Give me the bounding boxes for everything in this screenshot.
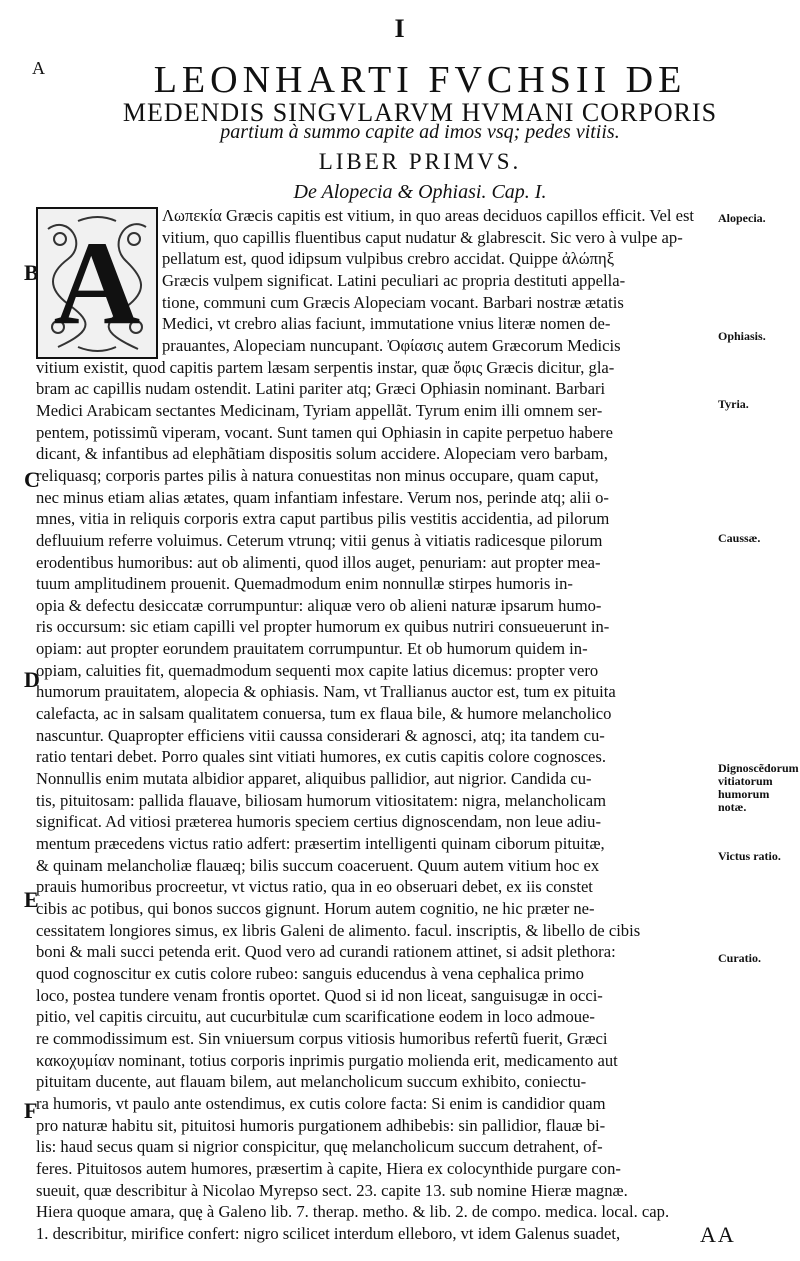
body-line: re commodissimum est. Sin vniuersum corpus vitiosis humoribus refertũ fuerit, Græci (36, 1028, 608, 1048)
body-line: mnes, vitia in reliquis corporis extra caput partibus pilis vestitis accidentia, ad pilorum (36, 509, 610, 529)
initial-letter: A (53, 216, 141, 349)
body-line: pituitam ducente, aut flauam bilem, aut melancholicum succum exhibito, coniectu- (36, 1072, 587, 1092)
body-line: opiam: aut propter eorundem prauitatem corrumpuntur. Et ob humorum quidem in- (36, 639, 588, 659)
body-line: ris occursum: sic etiam capilli vel propter humorum ex quibus nutriri consueuerunt in- (36, 617, 610, 637)
body-line: defluuium referre voluimus. Ceterum vtrunq; vitii genus à vitiatis radicesque pilorum (36, 530, 603, 550)
margin-note-alopecia: Alopecia. (718, 211, 766, 225)
margin-note-curatio: Curatio. (718, 951, 761, 965)
body-line: tione, communi cum Græcis Alopeciam vocant. Barbari nostræ ætatis (162, 292, 624, 312)
body-line: nec minus etiam alias ætates, quam infantiam infestare. Verum nos, perinde atq; alii o- (36, 487, 609, 507)
body-line: Hiera quoque amara, quę à Galeno lib. 7. therap. metho. & lib. 2. de compo. medica. local. cap. (36, 1202, 670, 1222)
book-heading: LIBER PRIMVS. (318, 149, 522, 174)
body-line: bram ac capillis nudam ostendit. Latini pariter atq; Græci Ophiasin nominant. Barbari (36, 379, 606, 399)
body-line: cessitatem longiores simus, ex libris Galeni de alimento. facul. inscriptis, & libello de cibis (36, 920, 641, 940)
body-line: Græcis vulpem significat. Latini peculiari ac propria destituti appella- (162, 270, 626, 290)
margin-note-tyria: Tyria. (718, 397, 749, 411)
body-line: κακοχυμίαν nominant, totius corporis inprimis purgatio molienda erit, medicamento aut (36, 1050, 618, 1070)
body-line: vitium, quo capillis fluentibus caput nudatur & glabrescit. Sic vero à vulpe ap- (162, 227, 683, 247)
margin-note-caussae: Caussæ. (718, 531, 761, 545)
section-letter-c: C (24, 467, 40, 492)
body-line: 1. describitur, mirifice confert: nigro scilicet interdum elleboro, vt idem Galenus suadet, (36, 1223, 621, 1243)
body-line: reliquasq; corporis partes pilis à natura conuestitas non minus occupare, quam caput, (36, 465, 599, 485)
body-line: mentum præcedens victus ratio adfert: præsertim intelligenti quinam ciborum pituitæ, (36, 834, 605, 854)
body-line: pellatum est, quod idipsum vulpibus crebro accidat. Quippe ἀλώπηξ (162, 249, 615, 269)
body-line: humorum prauitatem, alopecia & ophiasis. Nam, vt Trallianus auctor est, tum ex pituita (36, 682, 616, 702)
body-line: pentem, potissimũ viperam, vocant. Sunt tamen qui Ophiasin in capite perpetuo habere (36, 422, 613, 442)
body-line: Medici Arabicam sectantes Medicinam, Tyriam appellãt. Tyrum enim illi omnem ser- (36, 400, 603, 420)
title-line-3: partium à summo capite ad imos vsq; pedes vitiis. (220, 121, 620, 143)
body-line: Nonnullis enim mutata albidior apparet, aliquibus pallidior, aut nigrior. Candida cu- (36, 769, 592, 789)
body-line: lis: haud secus quam si nigrior conspicitur, quę melancholicum succum detrahent, of- (36, 1137, 603, 1157)
margin-note-victus-ratio: Victus ratio. (718, 849, 781, 863)
section-letter-e: E (24, 887, 39, 912)
body-text (36, 205, 712, 1245)
chapter-heading: De Alopecia & Ophiasi. Cap. I. (293, 181, 547, 203)
page-number: I (394, 14, 406, 43)
body-line: vitium existit, quod capitis partem læsam serpentis instar, quæ ὄφις Græcis dicitur, gla- (36, 357, 615, 377)
body-line: tis, pituitosam: pallida flauave, biliosam humorum vitiositatem: nigra, melancholicam (36, 790, 607, 810)
catchword: AA (700, 1222, 736, 1247)
body-line: & quinam melancholiæ flauæq; bilis succum coaceruent. Quum autem vitium hoc ex (36, 855, 600, 875)
title-line-2: MEDENDIS SINGVLARVM HVMANI CORPORIS (122, 98, 718, 127)
section-letter-d: D (24, 667, 40, 692)
signature-mark: A (32, 58, 45, 78)
body-line: calefacta, ac in salsam qualitatem conuersa, tum ex flaua bile, & humore melancholico (36, 704, 612, 724)
body-line: opia & defectu desiccatæ corrumpuntur: aliquæ vero ob alieni naturæ ipsarum humo- (36, 595, 602, 615)
body-line: pitio, vel capitis circuitu, aut cucurbitulæ cum scarificatione eodem in loco admoue- (36, 1007, 595, 1027)
body-line: pro naturæ habitu sit, pituitosi humoris purgationem adhibebis: sin pallidior, flauæ bi- (36, 1115, 606, 1135)
body-line: cibis ac potibus, qui bonos succos gignunt. Horum autem cognitio, ne hic præter ne- (36, 899, 595, 918)
body-line: sueuit, quæ describitur à Nicolao Myrepso sect. 23. capite 13. sub nomine Hieræ magnæ. (36, 1180, 628, 1200)
body-line: dicant, & infantibus ad elephãtiam dispositis solum accidere. Alopeciam vero barbam, (36, 444, 608, 464)
body-line: opiam, caluities fit, quemadmodum sequenti mox capite latius dicemus: propter vero (36, 660, 599, 680)
title-line-1: LEONHARTI FVCHSII DE (153, 59, 687, 101)
body-line: ratio tentari debet. Porro quales sint vitiati humores, ex cutis capitis colore cognosces. (36, 747, 607, 767)
section-letter-b: B (24, 260, 39, 285)
body-line: prauantes, Alopeciam nuncupant. Ὀφίασις autem Græcorum Medicis (162, 335, 621, 355)
body-line: significat. Ad vitiosi præterea humoris speciem certius dignoscendam, non leue adiu- (36, 812, 601, 832)
body-line: erodentibus humoribus: aut ob alimenti, quod illos auget, penuriam: aut propter mea- (36, 552, 601, 572)
body-line: Medici, vt crebro alias faciunt, immutatione vnius literæ nomen de- (162, 314, 611, 334)
body-line: boni & mali succi petenda erit. Quod vero ad curandi rationem attinet, si adsit plethora: (36, 942, 616, 962)
body-line: ra humoris, vt paulo ante ostendimus, ex cutis colore facta: Si enim is candidior quam (36, 1093, 606, 1113)
body-line: tuum amplitudinem prouenit. Quemadmodum enim nonnullæ stirpes humoris in- (36, 574, 573, 594)
body-line: Λωπεκία Græcis capitis est vitium, in quo areas deciduos capillos efficit. Vel est (162, 206, 695, 225)
margin-note-ophiasis: Ophiasis. (718, 329, 766, 343)
margin-note-dignoscendorum: Dignoscẽdorum vitiatorum humorum notæ. (718, 761, 799, 814)
body-line: quod cognoscitur ex cutis colore rubeo: sanguis educendus à vena cephalica primo (36, 963, 584, 983)
body-line: prauis humoribus procreetur, vt victus ratio, qua in eo obseruari debet, ex iis constet (36, 877, 593, 897)
body-line: feres. Pituitosos autem humores, præsertim à capite, Hiera ex colocynthide purgare con- (36, 1158, 621, 1178)
body-line: loco, postea tundere venam frontis oportet. Quod si id non liceat, sanguisugæ in occi- (36, 985, 603, 1005)
body-line: nascuntur. Quapropter efficiens vitii caussa considerari & agnosci, atq; ita tandem cu- (36, 725, 605, 745)
section-letter-f: F (24, 1098, 38, 1123)
